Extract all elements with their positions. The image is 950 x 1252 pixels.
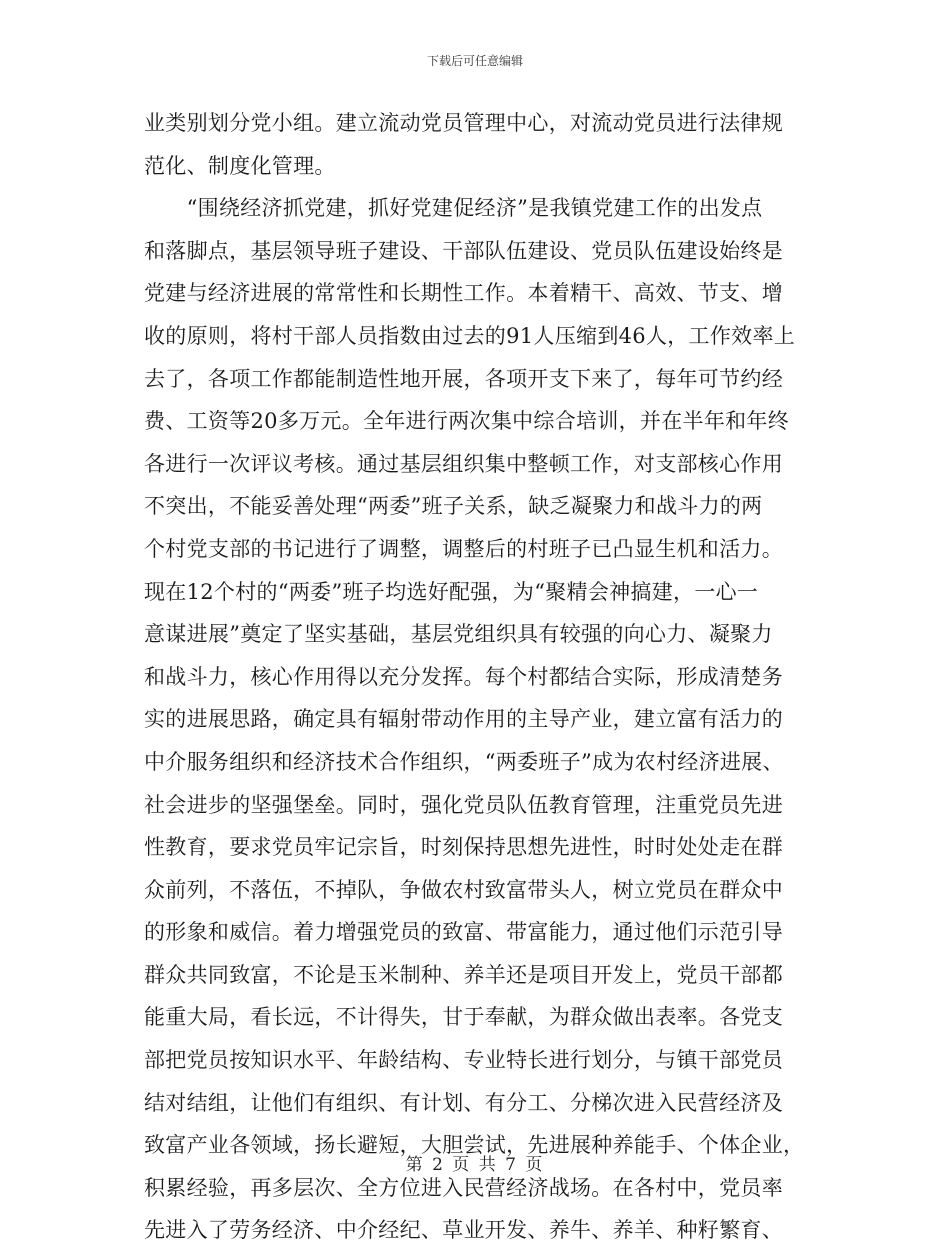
text-line: 和落脚点，基层领导班子建设、干部队伍建设、党员队伍建设始终是	[144, 238, 783, 263]
text-line: 意谋进展”奠定了坚实基础，基层党组织具有较强的向心力、凝聚力	[144, 622, 773, 647]
text-line: 和战斗力，核心作用得以充分发挥。每个村都结合实际，形成清楚务	[144, 664, 783, 689]
text-line: 现在12个村的“两委”班子均选好配强，为“聚精会神搞建，一心一	[144, 579, 759, 604]
text-line: 个村党支部的书记进行了调整，调整后的村班子已凸显生机和活力。	[144, 536, 783, 561]
text-line: 党建与经济进展的常常性和长期性工作。本着精干、高效、节支、增	[144, 281, 783, 306]
text-line: “围绕经济抓党建，抓好党建促经济”是我镇党建工作的出发点	[144, 196, 763, 221]
text-line: 众前列，不落伍，不掉队，争做农村致富带头人，树立党员在群众中	[144, 877, 783, 902]
page-number: 第 2 页 共 7 页	[405, 1155, 545, 1175]
text-line: 各进行一次评议考核。通过基层组织集中整顿工作，对支部核心作用	[144, 451, 783, 476]
page-header-note: 下载后可任意编辑	[426, 54, 523, 68]
text-line: 群众共同致富，不论是玉米制种、养羊还是项目开发上，党员干部都	[144, 962, 783, 987]
text-line: 的形象和威信。着力增强党员的致富、带富能力，通过他们示范引导	[144, 920, 783, 945]
text-line: 收的原则，将村干部人员指数由过去的91人压缩到46人，工作效率上	[144, 323, 796, 348]
text-line: 先进入了劳务经济、中介经纪、草业开发、养牛、养羊、种籽繁育、	[144, 1218, 783, 1243]
text-line: 去了，各项工作都能制造性地开展，各项开支下来了，每年可节约经	[144, 366, 783, 391]
text-line: 社会进步的坚强堡垒。同时，强化党员队伍教育管理，注重党员先进	[144, 792, 783, 817]
text-line: 能重大局，看长远，不计得失，甘于奉献，为群众做出表率。各党支	[144, 1005, 783, 1030]
text-line: 范化、制度化管理。	[144, 153, 336, 178]
text-line: 实的进展思路，确定具有辐射带动作用的主导产业，建立富有活力的	[144, 707, 783, 732]
text-line: 费、工资等20多万元。全年进行两次集中综合培训，并在半年和年终	[144, 409, 790, 434]
text-line: 中介服务组织和经济技术合作组织，“两委班子”成为农村经济进展、	[144, 749, 784, 774]
document-body	[144, 102, 814, 1252]
text-line: 不突出，不能妥善处理“两委”班子关系，缺乏凝聚力和战斗力的两	[144, 494, 763, 519]
text-line: 性教育，要求党员牢记宗旨，时刻保持思想先进性，时时处处走在群	[144, 835, 783, 860]
text-line: 结对结组，让他们有组织、有计划、有分工、分梯次进入民营经济及	[144, 1090, 783, 1115]
text-line: 积累经验，再多层次、全方位进入民营经济战场。在各村中，党员率	[144, 1175, 783, 1200]
text-line: 业类别划分党小组。建立流动党员管理中心，对流动党员进行法律规	[144, 111, 783, 135]
text-line: 部把党员按知识水平、年龄结构、专业特长进行划分，与镇干部党员	[144, 1048, 783, 1073]
text-line: 致富产业各领域，扬长避短，大胆尝试，先进展种养能手、个体企业，	[144, 1133, 805, 1158]
